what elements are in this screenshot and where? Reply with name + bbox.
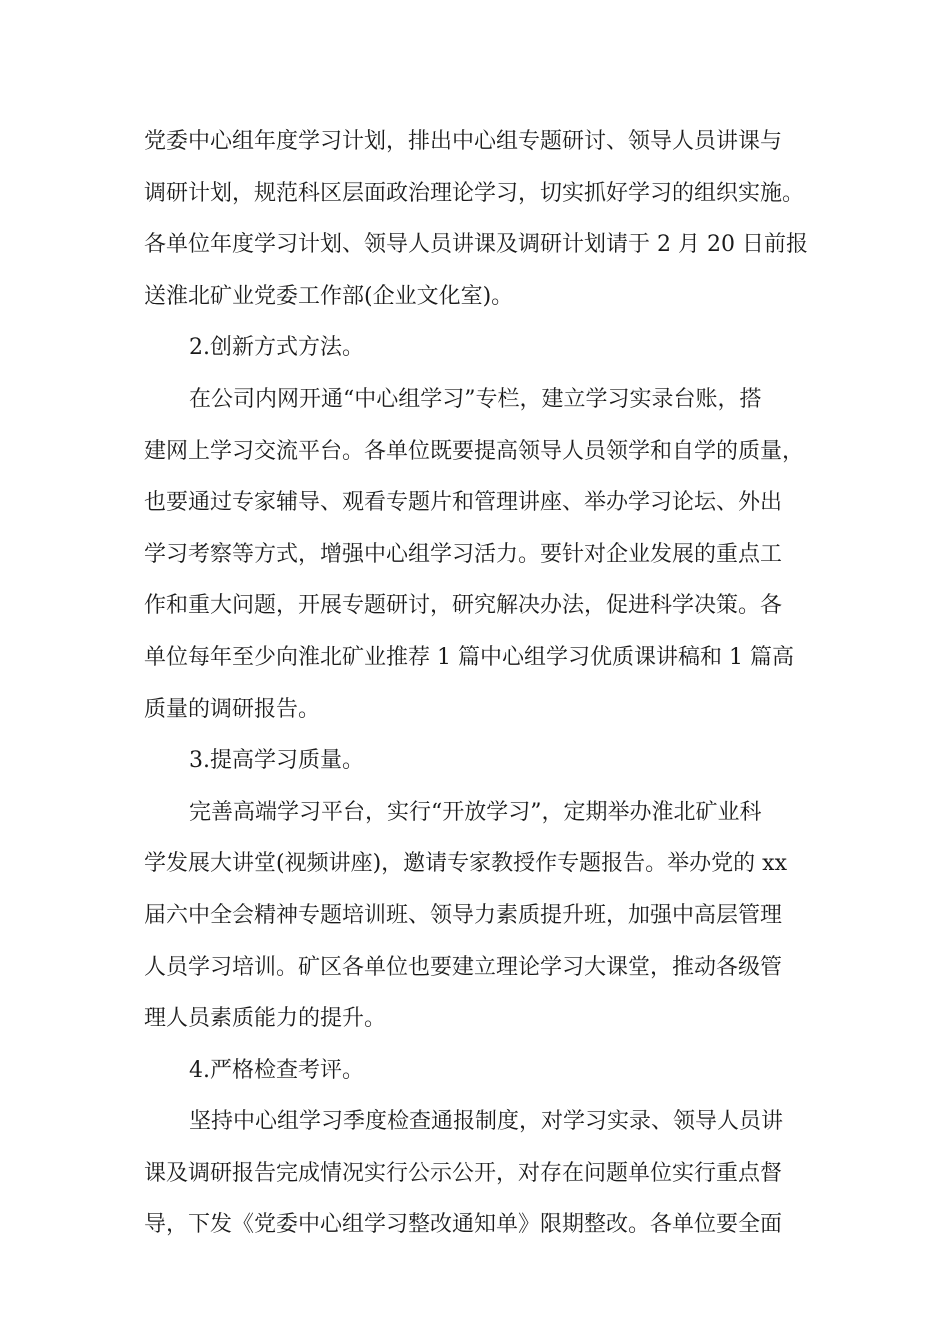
text-line: 学发展大讲堂(视频讲座)，邀请专家教授作专题报告。举办党的 xx	[144, 851, 787, 877]
text-line: 在公司内网开通“中心组学习”专栏，建立学习实录台账，搭	[189, 386, 762, 412]
section-heading: 2.创新方式方法。	[189, 335, 364, 361]
text-line: 作和重大问题，开展专题研讨，研究解决办法，促进科学决策。各	[144, 593, 783, 619]
text-line: 也要通过专家辅导、观看专题片和管理讲座、举办学习论坛、外出	[144, 490, 783, 516]
text-line: 各单位年度学习计划、领导人员讲课及调研计划请于 2 月 20 日前报	[144, 232, 808, 258]
text-line: 理人员素质能力的提升。	[144, 1006, 387, 1032]
text-line: 届六中全会精神专题培训班、领导力素质提升班，加强中高层管理	[144, 902, 783, 928]
text-line: 送淮北矿业党委工作部(企业文化室)。	[144, 283, 514, 309]
text-line: 单位每年至少向淮北矿业推荐 1 篇中心组学习优质课讲稿和 1 篇高	[144, 644, 794, 670]
text-line: 坚持中心组学习季度检查通报制度，对学习实录、领导人员讲	[189, 1109, 784, 1135]
section-heading: 4.严格检查考评。	[189, 1057, 364, 1083]
text-line: 调研计划，规范科区层面政治理论学习，切实抓好学习的组织实施。	[144, 180, 805, 206]
text-line: 质量的调研报告。	[144, 696, 321, 722]
text-line: 建网上学习交流平台。各单位既要提高领导人员领学和自学的质量，	[144, 438, 805, 464]
text-line: 课及调研报告完成情况实行公示公开，对存在问题单位实行重点督	[144, 1160, 783, 1186]
text-line: 党委中心组年度学习计划，排出中心组专题研讨、领导人员讲课与	[144, 129, 783, 154]
section-heading: 3.提高学习质量。	[189, 748, 364, 774]
text-line: 人员学习培训。矿区各单位也要建立理论学习大课堂，推动各级管	[144, 954, 783, 980]
text-line: 导，下发《党委中心组学习整改通知单》限期整改。各单位要全面	[144, 1212, 783, 1238]
text-line: 完善高端学习平台，实行“开放学习”，定期举办淮北矿业科	[189, 799, 762, 825]
text-line: 学习考察等方式，增强中心组学习活力。要针对企业发展的重点工	[144, 541, 783, 567]
document-body	[144, 116, 824, 1251]
